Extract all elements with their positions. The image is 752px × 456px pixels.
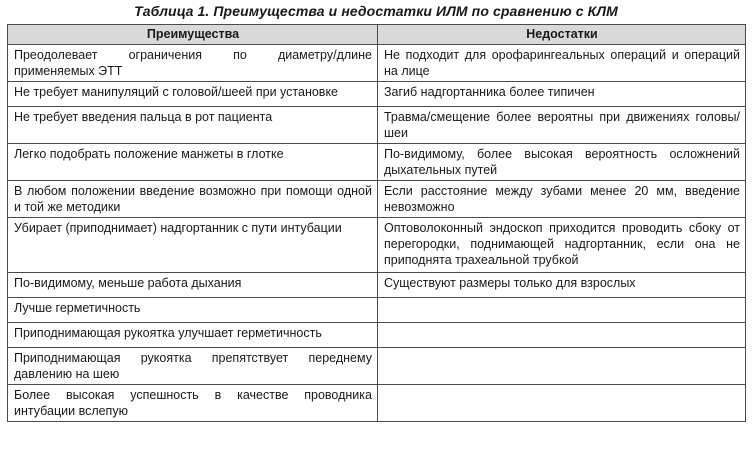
disadvantage-cell [378, 385, 746, 422]
advantage-cell: Лучше герметичность [8, 298, 378, 323]
table-row [8, 273, 746, 298]
advantage-cell: Не требует манипуляций с головой/шеей при установке [8, 82, 378, 107]
header-disadvantages: Недостатки [378, 25, 746, 45]
table-row [8, 45, 746, 82]
disadvantage-cell [378, 323, 746, 348]
table-row [8, 82, 746, 107]
comparison-table [7, 24, 746, 422]
advantage-cell: Более высокая успешность в качестве проводника интубации вслепую [8, 385, 378, 422]
disadvantage-cell: Существуют размеры только для взрослых [378, 273, 746, 298]
table-caption: Таблица 1. Преимущества и недостатки ИЛМ по сравнению с КЛМ [134, 3, 618, 19]
advantage-cell: По-видимому, меньше работа дыхания [8, 273, 378, 298]
table-row [8, 218, 746, 273]
table-row [8, 107, 746, 144]
advantage-cell: Приподнимающая рукоятка улучшает герметичность [8, 323, 378, 348]
disadvantage-cell [378, 298, 746, 323]
table-row [8, 385, 746, 422]
disadvantage-cell: Загиб надгортанника более типичен [378, 82, 746, 107]
disadvantage-cell: Травма/смещение более вероятны при движениях головы/шеи [378, 107, 746, 144]
disadvantage-cell: По-видимому, более высокая вероятность осложнений дыхательных путей [378, 144, 746, 181]
table-row [8, 181, 746, 218]
advantage-cell: Не требует введения пальца в рот пациента [8, 107, 378, 144]
table-row [8, 348, 746, 385]
advantage-cell: Приподнимающая рукоятка препятствует переднему давлению на шею [8, 348, 378, 385]
disadvantage-cell [378, 348, 746, 385]
advantage-cell: Убирает (приподнимает) надгортанник с пути интубации [8, 218, 378, 273]
disadvantage-cell: Оптоволоконный эндоскоп приходится проводить сбоку от перегородки, поднимающей надгортанник, если она не приподнята трахеальной трубкой [378, 218, 746, 273]
table-row [8, 298, 746, 323]
table-header-row [8, 25, 746, 45]
advantage-cell: Легко подобрать положение манжеты в глотке [8, 144, 378, 181]
disadvantage-cell: Не подходит для орофарингеальных операций и операций на лице [378, 45, 746, 82]
table-row [8, 323, 746, 348]
table-row [8, 144, 746, 181]
header-advantages: Преимущества [8, 25, 378, 45]
disadvantage-cell: Если расстояние между зубами менее 20 мм, введение невозможно [378, 181, 746, 218]
advantage-cell: В любом положении введение возможно при помощи одной и той же методики [8, 181, 378, 218]
advantage-cell: Преодолевает ограничения по диаметру/длине применяемых ЭТТ [8, 45, 378, 82]
